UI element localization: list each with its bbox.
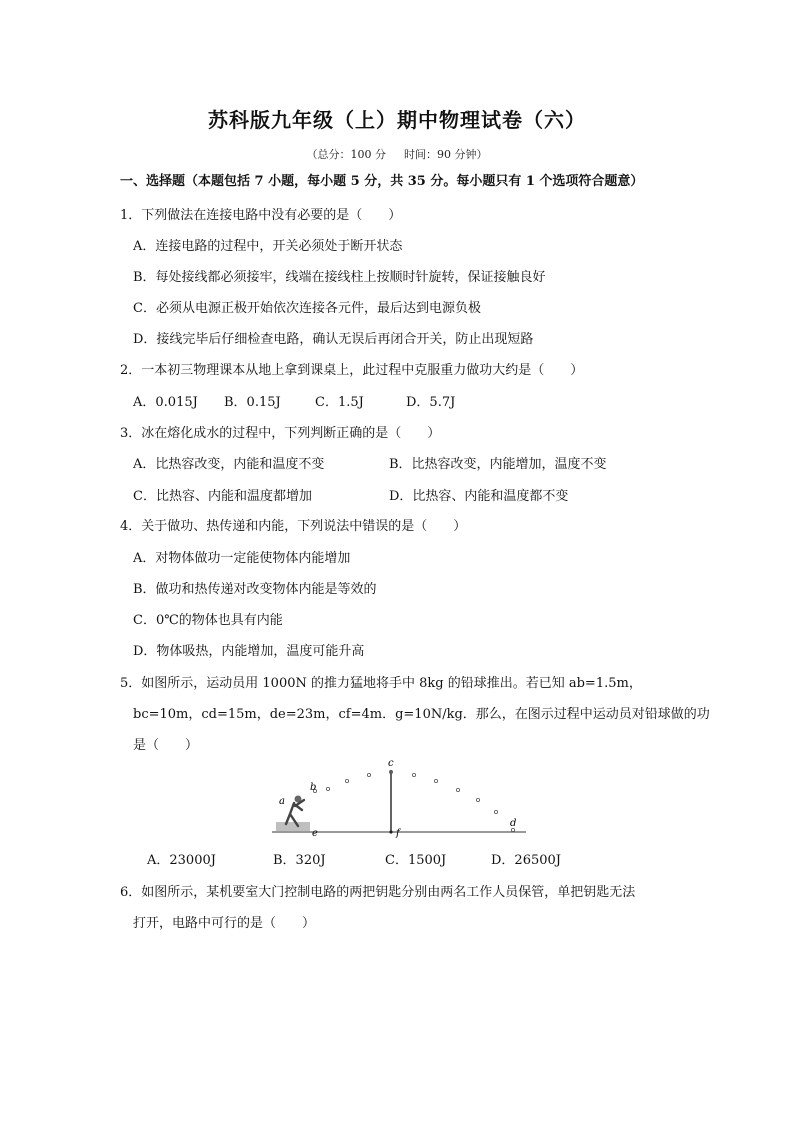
- q5-option-c: C．1500J: [385, 853, 447, 868]
- q4-option-d: D．物体吸热，内能增加，温度可能升高: [133, 644, 365, 659]
- exam-subtitle: [0, 146, 794, 162]
- label-b: b: [310, 782, 317, 793]
- q6-stem-line1: 6．如图所示，某机要室大门控制电路的两把钥匙分别由两名工作人员保管，单把钥匙无法: [120, 885, 636, 900]
- q1-option-b: B．每处接线都必须接牢，线端在接线柱上按顺时针旋转，保证接触良好: [133, 270, 546, 285]
- q4-option-a: A．对物体做功一定能使物体内能增加: [133, 551, 351, 566]
- label-c: c: [388, 758, 394, 769]
- exam-title: 苏科版九年级（上）期中物理试卷（六）: [208, 108, 586, 132]
- q1-option-d: D．接线完毕后仔细检查电路，确认无误后再闭合开关，防止出现短路: [133, 332, 534, 347]
- q5-option-d: D．26500J: [491, 853, 561, 868]
- section-heading: 一、选择题（本题包括 7 小题，每小题 5 分，共 35 分。每小题只有 1 个选项符合题意）: [120, 174, 644, 189]
- q2-stem: 2．一本初三物理课本从地上拿到课桌上，此过程中克服重力做功大约是（ ）: [120, 363, 584, 378]
- q2-option-d: D．5.7J: [406, 395, 456, 410]
- q1-option-c: C．必须从电源正极开始依次连接各元件，最后达到电源负极: [133, 301, 481, 316]
- shot-put-figure: [268, 754, 528, 838]
- q1-stem: 1．下列做法在连接电路中没有必要的是（ ）: [120, 208, 402, 223]
- q3-option-a: A．比热容改变，内能和温度不变: [133, 457, 325, 472]
- trajectory-dots: [313, 770, 517, 831]
- q5-option-a: A．23000J: [147, 853, 216, 868]
- q5-stem-line3: 是（ ）: [133, 738, 199, 753]
- label-e: e: [312, 828, 318, 838]
- q2-option-c: C．1.5J: [315, 395, 364, 410]
- total-score: （总分：100 分: [306, 148, 386, 161]
- q4-option-c: C．0℃的物体也具有内能: [133, 613, 283, 628]
- label-a: a: [279, 796, 285, 807]
- q3-option-c: C．比热容、内能和温度都增加: [133, 489, 312, 504]
- q6-stem-line2: 打开，电路中可行的是（ ）: [133, 916, 316, 931]
- label-f: f: [396, 828, 400, 838]
- q4-stem: 4．关于做功、热传递和内能，下列说法中错误的是（ ）: [120, 519, 467, 534]
- label-d: d: [510, 818, 517, 829]
- point-f: [389, 830, 392, 833]
- q3-stem: 3．冰在熔化成水的过程中，下列判断正确的是（ ）: [120, 426, 441, 441]
- q5-stem-line2: bc=10m，cd=15m，de=23m，cf=4m．g=10N/kg．那么，在图示过程中运动员对铅球做的功: [133, 707, 710, 722]
- exam-time: 时间：90 分钟）: [404, 148, 488, 161]
- q1-option-a: A．连接电路的过程中，开关必须处于断开状态: [133, 239, 403, 254]
- q2-option-a: A．0.015J: [133, 395, 198, 410]
- q2-option-b: B．0.15J: [224, 395, 281, 410]
- q3-option-b: B．比热容改变，内能增加，温度不变: [389, 457, 607, 472]
- q4-option-b: B．做功和热传递对改变物体内能是等效的: [133, 582, 377, 597]
- q3-option-d: D．比热容、内能和温度都不变: [389, 489, 569, 504]
- q5-stem-line1: 5．如图所示，运动员用 1000N 的推力猛地将手中 8kg 的铅球推出。若已知 ab=1.5m，: [120, 676, 642, 691]
- q5-option-b: B．320J: [273, 853, 326, 868]
